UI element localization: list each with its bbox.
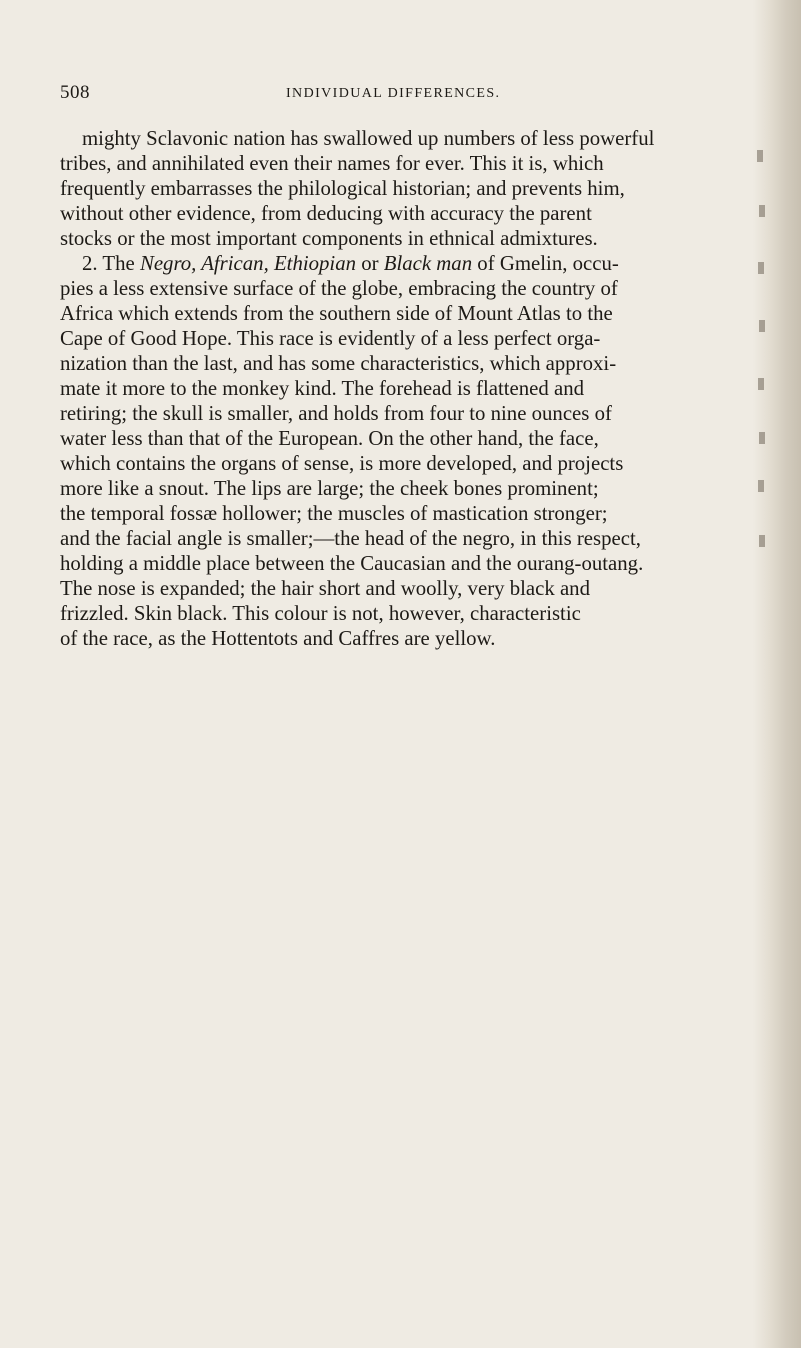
text-line: more like a snout. The lips are large; the cheek bones prominent; [60,477,599,500]
text-line: nization than the last, and has some characteristics, which approxi- [60,352,617,375]
text-line: without other evidence, from deducing with accuracy the parent [60,202,592,225]
text-line: pies a less extensive surface of the globe, embracing the country of [60,277,618,300]
text-line: and the facial angle is smaller;—the head of the negro, in this respect, [60,527,641,550]
text-line: holding a middle place between the Caucasian and the ourang-outang. [60,552,644,575]
text-line: The nose is expanded; the hair short and woolly, very black and [60,577,590,600]
italic-term: Negro, African, Ethiopian [139,252,357,275]
text-line: stocks or the most important components in ethnical admixtures. [60,227,598,250]
text-line: tribes, and annihilated even their names for ever. This it is, which [60,152,604,175]
text-line: of the race, as the Hottentots and Caffres are yellow. [60,627,496,650]
page-gutter-shadow [753,0,801,1348]
text-line: Africa which extends from the southern side of Mount Atlas to the [60,302,613,325]
text-line: retiring; the skull is smaller, and holds from four to nine ounces of [60,402,612,425]
text-line: 2. The Negro, African, Ethiopian or Black man of Gmelin, occu- [82,252,619,275]
text-line: which contains the organs of sense, is more developed, and projects [60,452,624,475]
text-run: 2. The [82,252,140,275]
page-header [60,82,740,112]
text-line: mighty Sclavonic nation has swallowed up numbers of less powerful [82,127,655,150]
text-line: frizzled. Skin black. This colour is not, however, characteristic [60,602,581,625]
text-line: mate it more to the monkey kind. The forehead is flattened and [60,377,584,400]
text-line: Cape of Good Hope. This race is evidently of a less perfect orga- [60,327,601,350]
page-number: 508 [60,82,90,103]
text-line: the temporal fossæ hollower; the muscles of mastication stronger; [60,502,608,525]
text-line: water less than that of the European. On the other hand, the face, [60,427,599,450]
text-line: frequently embarrasses the philological historian; and prevents him, [60,177,625,200]
running-head: INDIVIDUAL DIFFERENCES. [286,86,501,101]
italic-term: Black man [383,252,473,275]
